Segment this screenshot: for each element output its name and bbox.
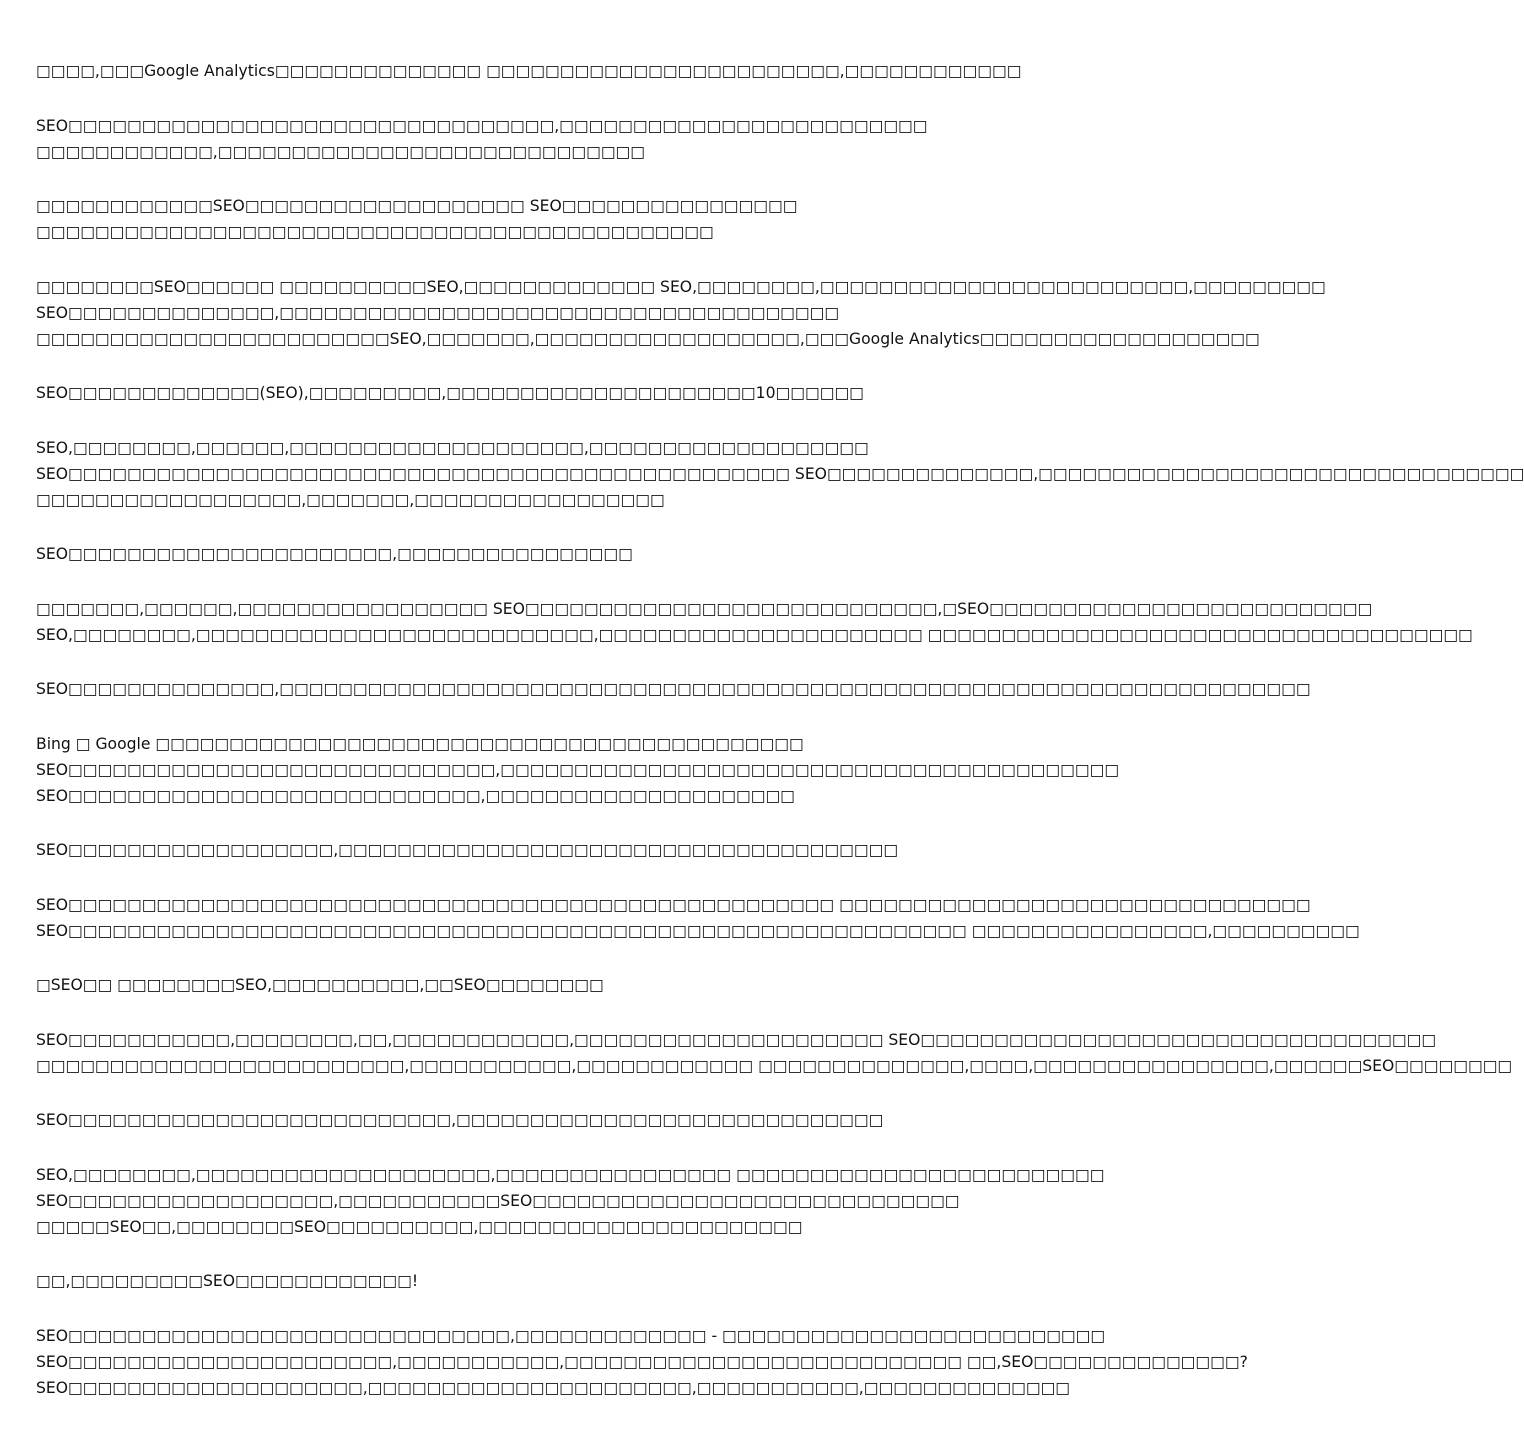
text-line: □□□□□□□□□□□□□□□□□□□□□□□□□,□□□□□□□□□□□,□□□□□□□□□□□□ □□□□□□□□□□□□□□,□□□□,□□□□□□□□□□□□□□□□,□□□□□□SEO□□□□□□□□ — [36, 1056, 1513, 1075]
text-line: □□□□□□□,□□□□□□,□□□□□□□□□□□□□□□□□ SEO□□□□□□□□□□□□□□□□□□□□□□□□□□□□,□SEO□□□□□□□□□□□□□□□□□□□□□□□□□□ — [36, 599, 1373, 618]
text-line: SEO□□□□□□□□□□□□□□□□□□□□□□□□□□□□□□,□□□□□□□□□□□□□ - □□□□□□□□□□□□□□□□□□□□□□□□□□ — [36, 1326, 1106, 1345]
paragraph-8 — [36, 596, 1473, 648]
paragraph-1 — [36, 58, 1022, 84]
text-line: □□□□□□□□□□□□,□□□□□□□□□□□□□□□□□□□□□□□□□□□□□ — [36, 142, 646, 161]
text-line: SEO□□□□□□□□□□□□□□,□□□□□□□□□□□□□□□□□□□□□□□□□□□□□□□□□□□□□□ — [36, 303, 840, 322]
paragraph-13 — [36, 972, 996, 998]
document-body — [36, 58, 1524, 1429]
text-line: SEO□□□□□□□□□□□□□□□□□□□□□□□□□□□□□,□□□□□□□□□□□□□□□□□□□□□□□□□□□□□□□□□□□□□□□□□□ — [36, 760, 1120, 779]
text-line: □□□□□□□□□□□□□□□□□□,□□□□□□□,□□□□□□□□□□□□□□□□□ — [36, 490, 665, 509]
text-line: SEO,□□□□□□□□,□□□□□□,□□□□□□□□□□□□□□□□□□□□,□□□□□□□□□□□□□□□□□□□ — [36, 438, 869, 457]
text-line: SEO□□□□□□□□□□□□□□□□□□□□□□□□□□,□□□□□□□□□□□□□□□□□□□□□□□□□□□□□ — [36, 1111, 884, 1129]
paragraph-7 — [36, 541, 996, 567]
paragraph-2 — [36, 113, 996, 165]
text-line: SEO□□□□□□□□□□□□□(SEO),□□□□□□□□□,□□□□□□□□□□□□□□□□□□□□□10□□□□□□ — [36, 384, 864, 402]
text-line: SEO,□□□□□□□□,□□□□□□□□□□□□□□□□□□□□□□□□□□□,□□□□□□□□□□□□□□□□□□□□□□ □□□□□□□□□□□□□□□□□□□□□□□□□□□□□□□□□□□□□ — [36, 625, 1473, 644]
text-line: □□□□□SEO□□,□□□□□□□□SEO□□□□□□□□□□,□□□□□□□□□□□□□□□□□□□□□□ — [36, 1217, 803, 1236]
text-line: □□□□,□□□Google Analytics□□□□□□□□□□□□□□ □□□□□□□□□□□□□□□□□□□□□□□□,□□□□□□□□□□□□ — [36, 62, 1022, 80]
text-line: SEO□□□□□□□□□□□□□□,□□□□□□□□□□□□□□□□□□□□□□□□□□□□□□□□□□□□□□□□□□□□□□□□□□□□□□□□□□□□□□□□□□□□□□ — [36, 680, 1311, 698]
text-line: SEO□□□□□□□□□□□□□□□□□□□□□□,□□□□□□□□□□□,□□□□□□□□□□□□□□□□□□□□□□□□□□□ □□,SEO□□□□□□□□□□□□□□? — [36, 1352, 1248, 1371]
paragraph-5 — [36, 380, 996, 406]
paragraph-4 — [36, 274, 1326, 352]
text-line: SEO□□□□□□□□□□□□□□□□□□□□□□□□□□□□□□□□□□□□□□□□□□□□□□□□□□□□□□□□□□□□□ □□□□□□□□□□□□□□□□,□□□□□□□□□□ — [36, 921, 1360, 940]
paragraph-12 — [36, 892, 1360, 944]
text-line: SEO□□□□□□□□□□□□□□□□□□□□□□□□□□□□□□□□□□□□□□□□□□□□□□□□□ SEO□□□□□□□□□□□□□□,□□□□□□□□□□□□□□□□□□□□□□□□□□□□□□□□□ — [36, 464, 1524, 483]
paragraph-16 — [36, 1162, 1105, 1240]
text-line: □□□□□□□□SEO□□□□□□ □□□□□□□□□□SEO,□□□□□□□□□□□□□ SEO,□□□□□□□□,□□□□□□□□□□□□□□□□□□□□□□□□□,□□□□□□□□□ — [36, 277, 1326, 296]
paragraph-14 — [36, 1027, 1513, 1079]
text-line: □□□□□□□□□□□□SEO□□□□□□□□□□□□□□□□□□□ SEO□□□□□□□□□□□□□□□□ — [36, 197, 798, 215]
paragraph-15 — [36, 1107, 996, 1133]
paragraph-18 — [36, 1323, 1248, 1401]
text-line: SEO□□□□□□□□□□□□□□□□□□□□□□□□□□□□,□□□□□□□□□□□□□□□□□□□□□ — [36, 786, 795, 805]
text-line: □SEO□□ □□□□□□□□SEO,□□□□□□□□□□,□□SEO□□□□□□□□ — [36, 976, 604, 994]
text-line: SEO□□□□□□□□□□□□□□□□□□□□,□□□□□□□□□□□□□□□□□□□□□□,□□□□□□□□□□□,□□□□□□□□□□□□□□ — [36, 1378, 1071, 1397]
text-line: SEO□□□□□□□□□□□□□□□□□□□□□□□□□□□□□□□□□□□□□□□□□□□□□□□□□□□□ □□□□□□□□□□□□□□□□□□□□□□□□□□□□□□□□ — [36, 895, 1311, 914]
text-line: □□□□□□□□□□□□□□□□□□□□□□□□□□□□□□□□□□□□□□□□□□□□□□ — [36, 223, 714, 241]
text-line: SEO□□□□□□□□□□□□□□□□□□,□□□□□□□□□□□□□□□□□□□□□□□□□□□□□□□□□□□□□□ — [36, 841, 899, 859]
paragraph-10 — [36, 731, 1120, 809]
paragraph-11 — [36, 837, 996, 863]
text-line: SEO□□□□□□□□□□□□□□□□□□,□□□□□□□□□□□SEO□□□□□□□□□□□□□□□□□□□□□□□□□□□□□ — [36, 1191, 960, 1210]
text-line: SEO□□□□□□□□□□□□□□□□□□□□□□□□□□□□□□□□□,□□□□□□□□□□□□□□□□□□□□□□□□□ — [36, 116, 928, 135]
paragraph-3 — [36, 193, 996, 245]
text-line: SEO,□□□□□□□□,□□□□□□□□□□□□□□□□□□□□,□□□□□□□□□□□□□□□□ □□□□□□□□□□□□□□□□□□□□□□□□□ — [36, 1165, 1105, 1184]
text-line: □□,□□□□□□□□□SEO□□□□□□□□□□□□! — [36, 1272, 419, 1290]
text-line: □□□□□□□□□□□□□□□□□□□□□□□□SEO,□□□□□□□,□□□□□□□□□□□□□□□□□□,□□□Google Analytics□□□□□□□□□□□□□□□□□□□ — [36, 329, 1260, 348]
text-line: Bing □ Google □□□□□□□□□□□□□□□□□□□□□□□□□□□□□□□□□□□□□□□□□□□□ — [36, 734, 804, 753]
paragraph-9 — [36, 676, 1311, 702]
text-line: SEO□□□□□□□□□□□□□□□□□□□□□□,□□□□□□□□□□□□□□□□ — [36, 545, 633, 563]
paragraph-6 — [36, 435, 1524, 513]
text-line: SEO□□□□□□□□□□□,□□□□□□□□,□□,□□□□□□□□□□□□,□□□□□□□□□□□□□□□□□□□□□ SEO□□□□□□□□□□□□□□□□□□□□□□□□□□□□□□□□□□□ — [36, 1030, 1437, 1049]
paragraph-17 — [36, 1268, 996, 1294]
